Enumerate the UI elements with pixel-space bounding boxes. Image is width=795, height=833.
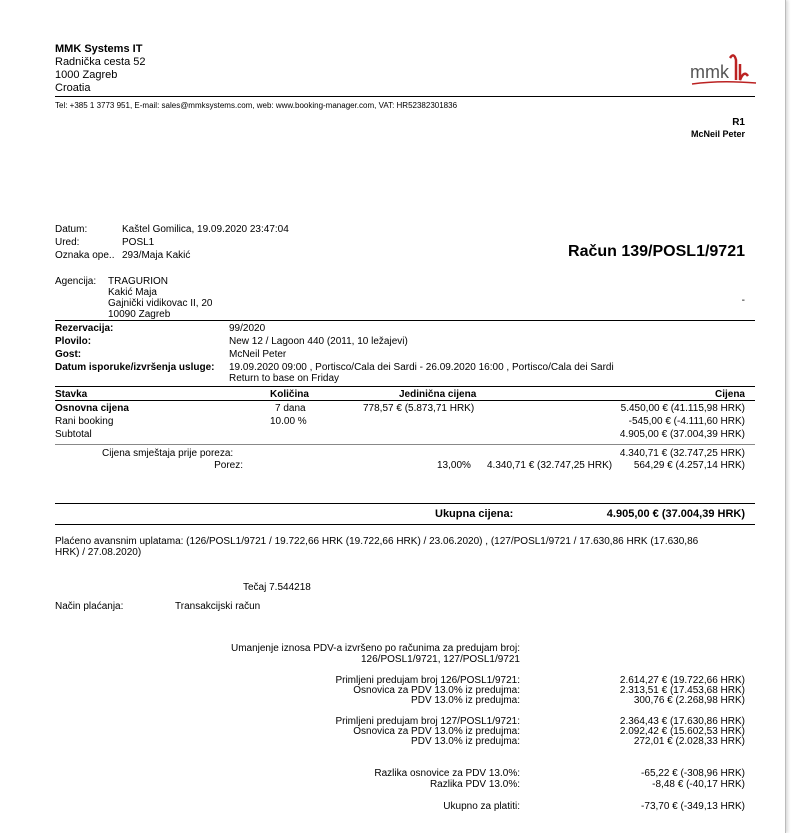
porez-value: 564,29 € (4.257,14 HRK) [633,460,745,471]
pdv-value: 2.092,42 € (15.602,53 HRK) [619,726,745,737]
company-logo [690,50,760,90]
invoice-title: Račun 139/POSL1/9721 [568,243,745,260]
pdv-label: Razlika PDV 13.0%: [429,779,520,790]
pdv-value: 2.313,51 € (17.453,68 HRK) [619,685,745,696]
logo-text: mmk [690,62,729,82]
exchange-rate: Tečaj 7.544218 [243,582,311,593]
pdv-label: Primljeni predujam broj 126/POSL1/9721: [335,675,520,686]
pdv-label: PDV 13.0% iz predujma: [411,736,520,747]
ured-value: POSL1 [122,237,155,248]
advance-line-1: Plaćeno avansnim uplatama: (126/POSL1/9721 / 19.722,66 HRK (19.722,66 HRK) / 23.06.2020) , (127/POSL1/9721 / 17.630,86 HRK (17.630,86 [55,536,699,547]
payment-label: Način plaćanja: [55,601,124,612]
pdv-value: 2.364,43 € (17.630,86 HRK) [619,716,745,727]
plovilo-value: New 12 / Lagoon 440 (2011, 10 ležajevi) [229,336,408,347]
agency-label: Agencija: [55,276,97,287]
company-country: Croatia [55,82,91,94]
agency-city: 10090 Zagreb [108,309,171,320]
agency-rule [55,320,755,321]
ured-label: Ured: [55,237,80,248]
header-rule [55,96,755,97]
porez-base: 4.340,71 € (32.747,25 HRK) [487,460,613,471]
table-row-price: 5.450,00 € (41.115,98 HRK) [620,403,745,414]
table-bottom-rule [55,444,755,445]
agency-dash: - [741,295,745,306]
pdv-label: Osnovica za PDV 13.0% iz predujma: [353,726,520,737]
gost-label: Gost: [55,349,82,360]
total-value: 4.905,00 € (37.004,39 HRK) [606,508,745,520]
final-value: -73,70 € (-349,13 HRK) [641,801,745,812]
agency-contact: Kakić Maja [108,287,157,298]
booking-rule [55,386,755,387]
table-row-unit: 778,57 € (5.873,71 HRK) [363,403,475,414]
oznaka-value: 293/Maja Kakić [122,250,191,261]
pdv-label: Primljeni predujam broj 127/POSL1/9721: [335,716,520,727]
pdv-value: 300,76 € (2.268,98 HRK) [633,695,745,706]
advance-line-2: HRK) / 27.08.2020) [55,547,142,558]
rez-label: Rezervacija: [55,323,114,334]
pre-tax-label: Cijena smještaja prije poreza: [102,448,234,459]
pdv-value: -8,48 € (-40,17 HRK) [652,779,745,790]
table-row-qty: 10.00 % [270,416,307,427]
porez-label: Porez: [214,460,243,471]
pdv-label: Osnovica za PDV 13.0% iz predujma: [353,685,520,696]
service-date-value: 19.09.2020 09:00 , Portisco/Cala dei Sardi - 26.09.2020 16:00 , Portisco/Cala dei Sardi [229,362,614,373]
plovilo-label: Plovilo: [55,336,92,347]
datum-label: Datum: [55,224,88,235]
recipient-name: McNeil Peter [690,129,745,139]
pre-tax-value: 4.340,71 € (32.747,25 HRK) [619,448,745,459]
agency-name: TRAGURION [108,276,168,287]
company-contact: Tel: +385 1 3773 951, E-mail: sales@mmksystems.com, web: www.booking-manager.com, VAT: HR52382301836 [55,101,458,110]
service-date-note: Return to base on Friday [229,373,340,384]
rez-value: 99/2020 [229,323,266,334]
company-city: 1000 Zagreb [55,69,118,81]
col-header-price: Cijena [714,389,745,400]
table-row-item: Subtotal [55,429,92,440]
recipient-type: R1 [732,117,745,128]
table-row-item: Rani booking [55,416,114,427]
col-header-qty: Količina [270,389,309,400]
porez-rate: 13,00% [437,460,471,471]
pdv-value: 2.614,27 € (19.722,66 HRK) [619,675,745,686]
company-street: Radnička cesta 52 [55,56,146,68]
total-label: Ukupna cijena: [435,508,514,520]
table-row-price: 4.905,00 € (37.004,39 HRK) [619,429,745,440]
table-row-price: -545,00 € (-4.111,60 HRK) [628,416,745,427]
pdv-intro-2: 126/POSL1/9721, 127/POSL1/9721 [360,654,520,665]
pdv-intro-1: Umanjenje iznosa PDV-a izvršeno po računima za predujam broj: [230,643,520,654]
pdv-label: Razlika osnovice za PDV 13.0%: [374,768,520,779]
agency-street: Gajnički vidikovac II, 20 [108,298,213,309]
payment-value: Transakcijski račun [175,601,261,612]
table-header-rule [55,400,755,401]
table-row-item: Osnovna cijena [55,403,129,414]
final-label: Ukupno za platiti: [443,801,520,812]
total-top-rule [55,503,755,504]
total-bottom-rule [55,524,755,525]
service-date-label: Datum isporuke/izvršenja usluge: [55,362,215,373]
pdv-label: PDV 13.0% iz predujma: [411,695,520,706]
table-row-qty: 7 dana [275,403,306,414]
col-header-unit: Jedinična cijena [399,389,477,400]
pdv-value: -65,22 € (-308,96 HRK) [641,768,745,779]
company-name: MMK Systems IT [55,43,143,55]
oznaka-label: Oznaka ope.. [55,250,115,261]
pdv-value: 272,01 € (2.028,33 HRK) [633,736,745,747]
col-header-item: Stavka [55,389,88,400]
datum-value: Kaštel Gomilica, 19.09.2020 23:47:04 [122,224,289,235]
gost-value: McNeil Peter [229,349,287,360]
